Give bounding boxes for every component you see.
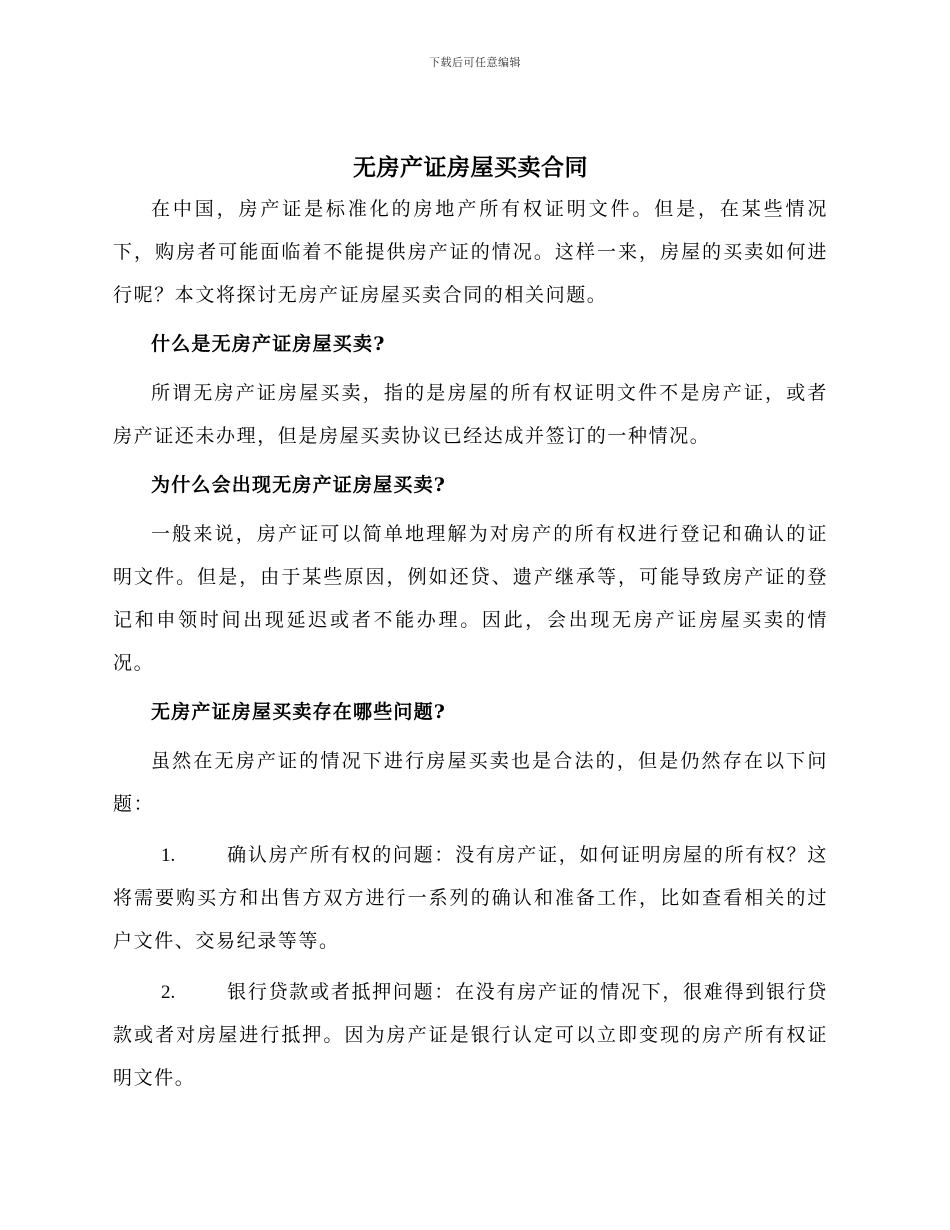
section-heading: 什么是无房产证房屋买卖? — [151, 333, 386, 355]
list-item-number: 2. — [161, 982, 176, 1003]
list-item-text: 银行贷款或者抵押问题：在没有房产证的情况下，很难得到银行贷款或者对房屋进行抵押。因为房产证是银行认定可以立即变现的房产所有权证明文件。 — [113, 981, 828, 1089]
section-paragraph: 一般来说，房产证可以简单地理解为对房产的所有权进行登记和确认的证明文件。但是，由于某些原因，例如还贷、遗产继承等，可能导致房产证的登记和申领时间出现延迟或者不能办理。因此，会出现无房产证房屋买卖的情况。 — [113, 523, 828, 674]
list-item — [113, 834, 828, 963]
list-item-number: 1. — [161, 845, 176, 866]
section-paragraph: 虽然在无房产证的情况下进行房屋买卖也是合法的，但是仍然存在以下问题： — [113, 750, 828, 815]
document-body — [113, 148, 828, 1100]
header-note: 下载后可任意编辑 — [429, 56, 521, 69]
intro-paragraph: 在中国，房产证是标准化的房地产所有权证明文件。但是，在某些情况下，购房者可能面临着不能提供房产证的情况。这样一来，房屋的买卖如何进行呢？本文将探讨无房产证房屋买卖合同的相关问题。 — [113, 198, 828, 306]
list-item-text: 确认房产所有权的问题：没有房产证，如何证明房屋的所有权？这将需要购买方和出售方双方进行一系列的确认和准备工作，比如查看相关的过户文件、交易纪录等等。 — [113, 844, 828, 952]
section-heading: 无房产证房屋买卖存在哪些问题? — [151, 701, 447, 723]
list-item — [113, 971, 828, 1100]
document-title: 无房产证房屋买卖合同 — [353, 155, 588, 181]
section-heading: 为什么会出现无房产证房屋买卖? — [151, 474, 447, 496]
section-paragraph: 所谓无房产证房屋买卖，指的是房屋的所有权证明文件不是房产证，或者房产证还未办理，但是房屋买卖协议已经达成并签订的一种情况。 — [113, 382, 828, 447]
